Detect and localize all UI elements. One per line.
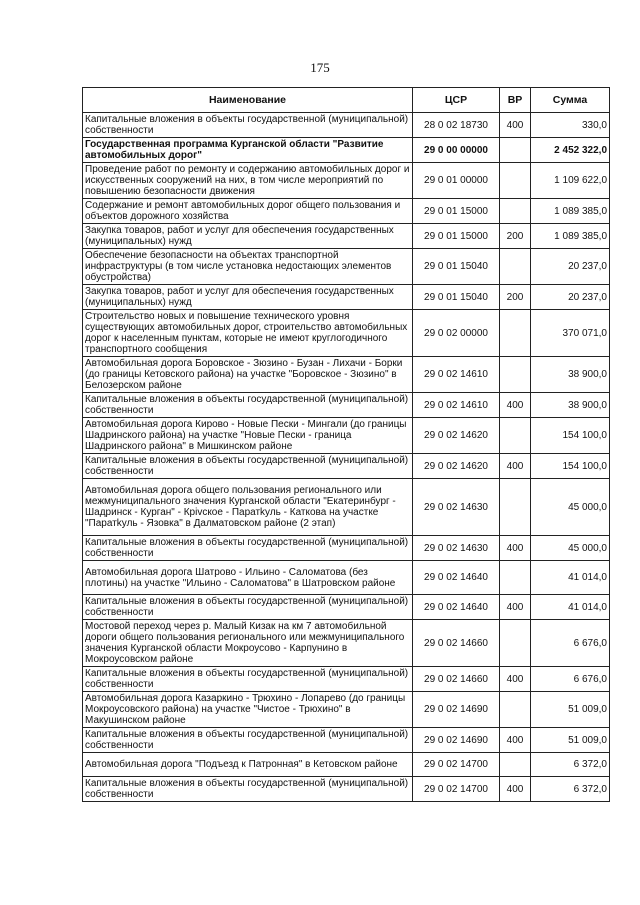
cell-csr: 29 0 02 14660 [413, 667, 500, 692]
cell-csr: 29 0 02 14640 [413, 595, 500, 620]
cell-vr: 400 [500, 393, 531, 418]
cell-sum: 1 109 622,0 [531, 163, 610, 199]
cell-csr: 29 0 01 15000 [413, 199, 500, 224]
cell-vr [500, 357, 531, 393]
cell-sum: 6 372,0 [531, 753, 610, 777]
cell-sum: 45 000,0 [531, 536, 610, 561]
cell-csr: 29 0 02 14690 [413, 728, 500, 753]
cell-sum: 38 900,0 [531, 393, 610, 418]
cell-sum: 20 237,0 [531, 249, 610, 285]
table-row [83, 249, 610, 285]
cell-sum: 1 089 385,0 [531, 199, 610, 224]
cell-name: Строительство новых и повышение технического уровня существующих автомобильных дорог, строительство автомобильных дорог к населенным пунктам, которые не имеют круглогодичного транспортного сообщения [83, 310, 413, 357]
table-row [83, 310, 610, 357]
table-row [83, 199, 610, 224]
cell-name: Автомобильная дорога Боровское - Зюзино - Бузан - Лихачи - Борки (до границы Кетовского района) на участке "Боровское - Зюзино" в Белозерском районе [83, 357, 413, 393]
cell-name: Капитальные вложения в объекты государственной (муниципальной) собственности [83, 393, 413, 418]
cell-csr: 29 0 02 00000 [413, 310, 500, 357]
table-row [83, 393, 610, 418]
cell-vr: 400 [500, 536, 531, 561]
cell-sum: 1 089 385,0 [531, 224, 610, 249]
cell-sum: 6 372,0 [531, 777, 610, 802]
cell-csr: 29 0 02 14610 [413, 393, 500, 418]
table-row [83, 595, 610, 620]
cell-vr: 400 [500, 113, 531, 138]
cell-sum: 154 100,0 [531, 454, 610, 479]
cell-csr: 29 0 02 14610 [413, 357, 500, 393]
cell-sum: 370 071,0 [531, 310, 610, 357]
cell-sum: 2 452 322,0 [531, 138, 610, 163]
cell-csr: 29 0 01 15040 [413, 285, 500, 310]
table-row [83, 163, 610, 199]
cell-name: Капитальные вложения в объекты государственной (муниципальной) собственности [83, 595, 413, 620]
cell-vr [500, 249, 531, 285]
cell-name: Капитальные вложения в объекты государственной (муниципальной) собственности [83, 113, 413, 138]
cell-name: Закупка товаров, работ и услуг для обеспечения государственных (муниципальных) нужд [83, 224, 413, 249]
cell-name: Государственная программа Курганской области "Развитие автомобильных дорог" [83, 138, 413, 163]
table-row [83, 620, 610, 667]
cell-sum: 38 900,0 [531, 357, 610, 393]
table-row [83, 479, 610, 536]
cell-csr: 29 0 02 14620 [413, 454, 500, 479]
cell-vr: 400 [500, 595, 531, 620]
header-vr: ВР [500, 88, 531, 113]
cell-name: Капитальные вложения в объекты государственной (муниципальной) собственности [83, 777, 413, 802]
table-row [83, 138, 610, 163]
cell-csr: 29 0 01 15040 [413, 249, 500, 285]
table-row [83, 285, 610, 310]
cell-vr [500, 479, 531, 536]
cell-csr: 28 0 02 18730 [413, 113, 500, 138]
cell-vr: 200 [500, 285, 531, 310]
cell-name: Капитальные вложения в объекты государственной (муниципальной) собственности [83, 536, 413, 561]
table-header-row [83, 88, 610, 113]
cell-vr [500, 753, 531, 777]
cell-name: Капитальные вложения в объекты государственной (муниципальной) собственности [83, 728, 413, 753]
cell-csr: 29 0 02 14630 [413, 479, 500, 536]
cell-name: Автомобильная дорога "Подъезд к Патронная" в Кетовском районе [83, 753, 413, 777]
cell-vr: 400 [500, 667, 531, 692]
cell-sum: 51 009,0 [531, 692, 610, 728]
cell-vr [500, 561, 531, 595]
cell-csr: 29 0 02 14700 [413, 777, 500, 802]
cell-csr: 29 0 02 14690 [413, 692, 500, 728]
cell-sum: 154 100,0 [531, 418, 610, 454]
cell-vr [500, 199, 531, 224]
cell-name: Автомобильная дорога Шатрово - Ильино - Саломатова (без плотины) на участке "Ильино - Саломатова" в Шатровском районе [83, 561, 413, 595]
table-row [83, 454, 610, 479]
budget-table [82, 87, 610, 802]
cell-vr: 400 [500, 728, 531, 753]
cell-sum: 41 014,0 [531, 595, 610, 620]
cell-sum: 45 000,0 [531, 479, 610, 536]
cell-vr [500, 163, 531, 199]
cell-sum: 51 009,0 [531, 728, 610, 753]
cell-csr: 29 0 01 00000 [413, 163, 500, 199]
cell-vr: 200 [500, 224, 531, 249]
table-row [83, 777, 610, 802]
table-body [83, 113, 610, 802]
table-row [83, 753, 610, 777]
cell-csr: 29 0 02 14630 [413, 536, 500, 561]
header-name: Наименование [83, 88, 413, 113]
cell-vr: 400 [500, 454, 531, 479]
table-row [83, 418, 610, 454]
table-row [83, 224, 610, 249]
table-row [83, 536, 610, 561]
table-row [83, 667, 610, 692]
cell-csr: 29 0 02 14640 [413, 561, 500, 595]
cell-name: Содержание и ремонт автомобильных дорог общего пользования и объектов дорожного хозяйства [83, 199, 413, 224]
cell-vr [500, 692, 531, 728]
cell-sum: 6 676,0 [531, 620, 610, 667]
cell-csr: 29 0 01 15000 [413, 224, 500, 249]
cell-sum: 41 014,0 [531, 561, 610, 595]
cell-name: Капитальные вложения в объекты государственной (муниципальной) собственности [83, 454, 413, 479]
cell-name: Автомобильная дорога Кирово - Новые Пески - Мингали (до границы Шадринского района) на участке "Новые Пески - граница Шадринского района" в Мишкинском районе [83, 418, 413, 454]
table-row [83, 561, 610, 595]
table-row [83, 692, 610, 728]
header-csr: ЦСР [413, 88, 500, 113]
cell-vr [500, 620, 531, 667]
cell-csr: 29 0 00 00000 [413, 138, 500, 163]
cell-name: Мостовой переход через р. Малый Кизак на км 7 автомобильной дороги общего пользования регионального или межмуниципального значения Курганской области Мокроусово - Карпунино в Мокроусовском районе [83, 620, 413, 667]
cell-csr: 29 0 02 14700 [413, 753, 500, 777]
table-row [83, 728, 610, 753]
cell-vr [500, 138, 531, 163]
cell-csr: 29 0 02 14620 [413, 418, 500, 454]
cell-name: Капитальные вложения в объекты государственной (муниципальной) собственности [83, 667, 413, 692]
cell-vr [500, 310, 531, 357]
cell-sum: 330,0 [531, 113, 610, 138]
table-row [83, 113, 610, 138]
table-row [83, 357, 610, 393]
cell-name: Проведение работ по ремонту и содержанию автомобильных дорог и искусственных сооружений на них, в том числе мероприятий по повышению безопасности движения [83, 163, 413, 199]
cell-name: Закупка товаров, работ и услуг для обеспечения государственных (муниципальных) нужд [83, 285, 413, 310]
cell-name: Автомобильная дорога общего пользования регионального или межмуниципального значения Курганской области "Екатеринбург - Шадринск - Курган" - Крivское - Паратkуль - Каткова на участке "Паратkуль - Язовка" в Далматовском районе (2 этап) [83, 479, 413, 536]
cell-sum: 20 237,0 [531, 285, 610, 310]
header-sum: Сумма [531, 88, 610, 113]
cell-csr: 29 0 02 14660 [413, 620, 500, 667]
cell-vr [500, 418, 531, 454]
cell-vr: 400 [500, 777, 531, 802]
cell-name: Автомобильная дорога Казаркино - Трюхино - Лопарево (до границы Мокроусовского района) на участке "Чистое - Трюхино" в Макушинском районе [83, 692, 413, 728]
cell-name: Обеспечение безопасности на объектах транспортной инфраструктуры (в том числе установка недостающих элементов обустройства) [83, 249, 413, 285]
cell-sum: 6 676,0 [531, 667, 610, 692]
page-number: 175 [310, 60, 330, 75]
